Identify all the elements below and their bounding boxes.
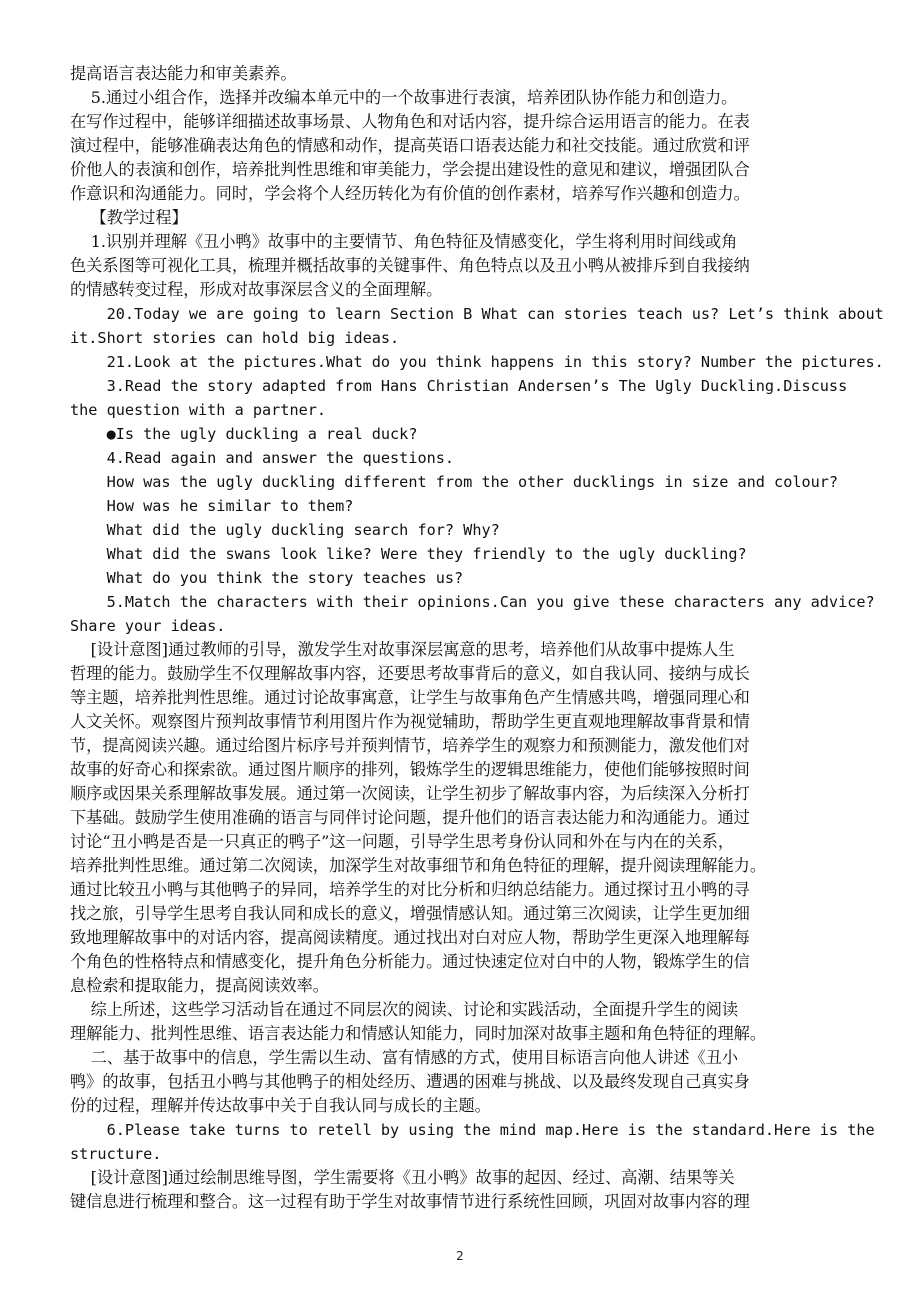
- text-line: 通过比较丑小鸭与其他鸭子的异同，培养学生的对比分析和归纳总结能力。通过探讨丑小鸭的寻: [70, 880, 750, 899]
- text-line: 等主题，培养批判性思维。通过讨论故事寓意，让学生与故事角色产生情感共鸣，增强同理心和: [70, 688, 750, 707]
- page-number: 2: [456, 1249, 464, 1263]
- question-line: How was he similar to them?: [70, 497, 354, 515]
- text-line: 1.识别并理解《丑小鸭》故事中的主要情节、角色特征及情感变化，学生将利用时间线或角: [70, 232, 738, 251]
- text-line: 5.通过小组合作，选择并改编本单元中的一个故事进行表演，培养团队协作能力和创造力。: [70, 88, 738, 107]
- document-body: [70, 62, 884, 1214]
- text-line: 顺序或因果关系理解故事发展。通过第一次阅读，让学生初步了解故事内容，为后续深入分析打: [70, 784, 750, 803]
- english-text-line: structure.: [70, 1145, 162, 1163]
- english-text-line: 21.Look at the pictures.What do you think happens in this story? Number the pictures.: [70, 353, 884, 371]
- text-line: 个角色的性格特点和情感变化，提升角色分析能力。通过快速定位对白中的人物，锻炼学生的信: [70, 952, 750, 971]
- section-heading: 【教学过程】: [70, 208, 188, 227]
- question-line: What did the ugly duckling search for? Why?: [70, 521, 500, 539]
- text-line: 色关系图等可视化工具，梳理并概括故事的关键事件、角色特点以及丑小鸭从被排斥到自我接纳: [70, 256, 750, 275]
- text-line: 理解能力、批判性思维、语言表达能力和情感认知能力，同时加深对故事主题和角色特征的理解。: [70, 1024, 767, 1043]
- text-line: 价他人的表演和创作，培养批判性思维和审美能力，学会提出建设性的意见和建议，增强团队合: [70, 160, 750, 179]
- english-text-line: the question with a partner.: [70, 401, 327, 419]
- text-line: 故事的好奇心和探索欲。通过图片顺序的排列，锻炼学生的逻辑思维能力，使他们能够按照时间: [70, 760, 750, 779]
- text-line: 综上所述，这些学习活动旨在通过不同层次的阅读、讨论和实践活动，全面提升学生的阅读: [70, 1000, 739, 1019]
- bullet-question: ●Is the ugly duckling a real duck?: [70, 425, 418, 443]
- question-line: What do you think the story teaches us?: [70, 569, 464, 587]
- english-text-line: Share your ideas.: [70, 617, 226, 635]
- text-line: 演过程中，能够准确表达角色的情感和动作，提高英语口语表达能力和社交技能。通过欣赏和评: [70, 136, 750, 155]
- english-text-line: 4.Read again and answer the questions.: [70, 449, 455, 467]
- english-text-line: 20.Today we are going to learn Section B What can stories teach us? Let’s think about: [70, 305, 884, 323]
- text-line: 讨论“丑小鸭是否是一只真正的鸭子”这一问题，引导学生思考身份认同和外在与内在的关系，: [70, 832, 735, 851]
- text-line: 找之旅，引导学生思考自我认同和成长的意义，增强情感认知。通过第三次阅读，让学生更加细: [70, 904, 750, 923]
- text-line: [设计意图]通过教师的引导，激发学生对故事深层寓意的思考，培养他们从故事中提炼人生: [70, 640, 735, 659]
- english-text-line: 3.Read the story adapted from Hans Christian Andersen’s The Ugly Duckling.Discuss: [70, 377, 848, 395]
- text-line: 致地理解故事中的对话内容，提高阅读精度。通过找出对白对应人物，帮助学生更深入地理解每: [70, 928, 750, 947]
- english-text-line: 6.Please take turns to retell by using the mind map.Here is the standard.Here is the: [70, 1121, 875, 1139]
- text-line: 在写作过程中，能够详细描述故事场景、人物角色和对话内容，提升综合运用语言的能力。在表: [70, 112, 750, 131]
- english-text-line: 5.Match the characters with their opinions.Can you give these characters any advice?: [70, 593, 875, 611]
- text-line: 提高语言表达能力和审美素养。: [70, 64, 297, 83]
- english-text-line: it.Short stories can hold big ideas.: [70, 329, 400, 347]
- text-line: 二、基于故事中的信息，学生需以生动、富有情感的方式，使用目标语言向他人讲述《丑小: [70, 1048, 739, 1067]
- text-line: 培养批判性思维。通过第二次阅读，加深学生对故事细节和角色特征的理解，提升阅读理解能力。: [70, 856, 767, 875]
- question-line: How was the ugly duckling different from the other ducklings in size and colour?: [70, 473, 839, 491]
- text-line: 息检索和提取能力，提高阅读效率。: [70, 976, 329, 995]
- text-line: 鸭》的故事，包括丑小鸭与其他鸭子的相处经历、遭遇的困难与挑战、以及最终发现自己真实身: [70, 1072, 750, 1091]
- question-line: What did the swans look like? Were they friendly to the ugly duckling?: [70, 545, 747, 563]
- text-line: 人文关怀。观察图片预判故事情节利用图片作为视觉辅助，帮助学生更直观地理解故事背景和情: [70, 712, 750, 731]
- text-line: 的情感转变过程，形成对故事深层含义的全面理解。: [70, 280, 443, 299]
- text-line: 下基础。鼓励学生使用准确的语言与同伴讨论问题，提升他们的语言表达能力和沟通能力。通过: [70, 808, 750, 827]
- text-line: 键信息进行梳理和整合。这一过程有助于学生对故事情节进行系统性回顾，巩固对故事内容的理: [70, 1192, 750, 1211]
- text-line: 节，提高阅读兴趣。通过给图片标序号并预判情节，培养学生的观察力和预测能力，激发他们对: [70, 736, 750, 755]
- text-line: [设计意图]通过绘制思维导图，学生需要将《丑小鸭》故事的起因、经过、高潮、结果等关: [70, 1168, 735, 1187]
- text-line: 作意识和沟通能力。同时，学会将个人经历转化为有价值的创作素材，培养写作兴趣和创造力。: [70, 184, 750, 203]
- text-line: 份的过程，理解并传达故事中关于自我认同与成长的主题。: [70, 1096, 491, 1115]
- text-line: 哲理的能力。鼓励学生不仅理解故事内容，还要思考故事背后的意义，如自我认同、接纳与成长: [70, 664, 750, 683]
